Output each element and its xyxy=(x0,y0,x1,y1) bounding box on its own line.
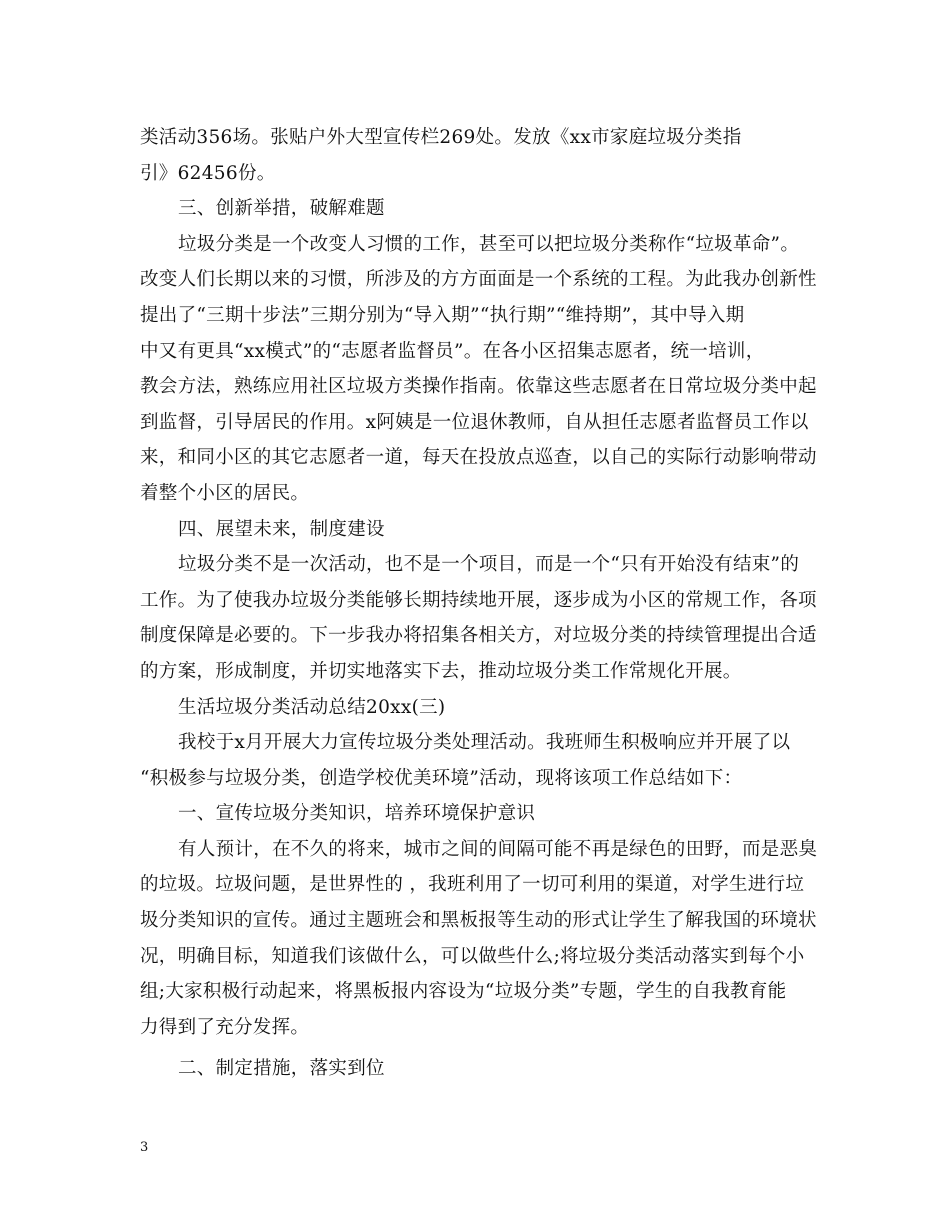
document-subtitle: 生活垃圾分类活动总结20xx(三) xyxy=(178,696,446,718)
body-text-line: 的方案，形成制度，并切实地落实下去，推动垃圾分类工作常规化开展。 xyxy=(140,660,742,682)
section-heading-outlook: 四、展望未来，制度建设 xyxy=(178,518,385,540)
body-text-line: 教会方法，熟练应用社区垃圾方类操作指南。依靠这些志愿者在日常垃圾分类中起 xyxy=(140,376,817,398)
section-heading-measures: 二、制定措施，落实到位 xyxy=(178,1058,385,1080)
body-text-line: 引》62456份。 xyxy=(140,162,276,184)
body-text-line: 中又有更具“xx模式”的“志愿者监督员”。在各小区招集志愿者，统一培训， xyxy=(140,340,765,362)
body-text-line: 垃圾分类是一个改变人习惯的工作，甚至可以把垃圾分类称作“垃圾革命”。 xyxy=(178,233,800,255)
body-text-line: 组;大家积极行动起来，将黑板报内容设为“垃圾分类”专题，学生的自我教育能 xyxy=(140,981,787,1003)
page-number: 3 xyxy=(140,1140,149,1155)
body-text-line: 到监督，引导居民的作用。x阿姨是一位退休教师，自从担任志愿者监督员工作以 xyxy=(140,411,809,433)
body-text-line: “积极参与垃圾分类，创造学校优美环境”活动，现将该项工作总结如下： xyxy=(140,767,743,789)
body-text-line: 力得到了充分发挥。 xyxy=(140,1016,310,1038)
body-text-line: 有人预计，在不久的将来，城市之间的间隔可能不再是绿色的田野，而是恶臭 xyxy=(178,838,818,860)
body-text-line: 制度保障是必要的。下一步我办将招集各相关方，对垃圾分类的持续管理提出合适 xyxy=(140,625,817,647)
body-text-line: 垃圾分类不是一次活动，也不是一个项目，而是一个“只有开始没有结束”的 xyxy=(178,554,800,576)
section-heading-innovation: 三、创新举措，破解难题 xyxy=(178,198,385,220)
body-text-line: 来，和同小区的其它志愿者一道，每天在投放点巡查，以自己的实际行动影响带动 xyxy=(140,447,817,469)
body-text-line: 提出了“三期十步法”三期分别为“导入期”“执行期”“维持期”，其中导入期 xyxy=(140,304,745,326)
body-text-line: 况，明确目标，知道我们该做什么，可以做些什么;将垃圾分类活动落实到每个小 xyxy=(140,945,805,967)
body-text-line: 我校于x月开展大力宣传垃圾分类处理活动。我班师生积极响应并开展了以 xyxy=(178,732,791,754)
body-text-line: 类活动356场。张贴户外大型宣传栏269处。发放《xx市家庭垃圾分类指 xyxy=(140,127,742,148)
body-text-line: 工作。为了使我办垃圾分类能够长期持续地开展，逐步成为小区的常规工作，各项 xyxy=(140,589,817,611)
body-text-line: 圾分类知识的宣传。通过主题班会和黑板报等生动的形式让学生了解我国的环境状 xyxy=(140,910,817,932)
body-text-line: 改变人们长期以来的习惯，所涉及的方方面面是一个系统的工程。为此我办创新性 xyxy=(140,269,817,291)
document-body xyxy=(140,120,818,1087)
body-text-line: 着整个小区的居民。 xyxy=(140,482,310,504)
section-heading-awareness: 一、宣传垃圾分类知识，培养环境保护意识 xyxy=(178,803,536,825)
body-text-line: 的垃圾。垃圾问题，是世界性的 ，我班利用了一切可利用的渠道，对学生进行垃 xyxy=(140,874,805,896)
